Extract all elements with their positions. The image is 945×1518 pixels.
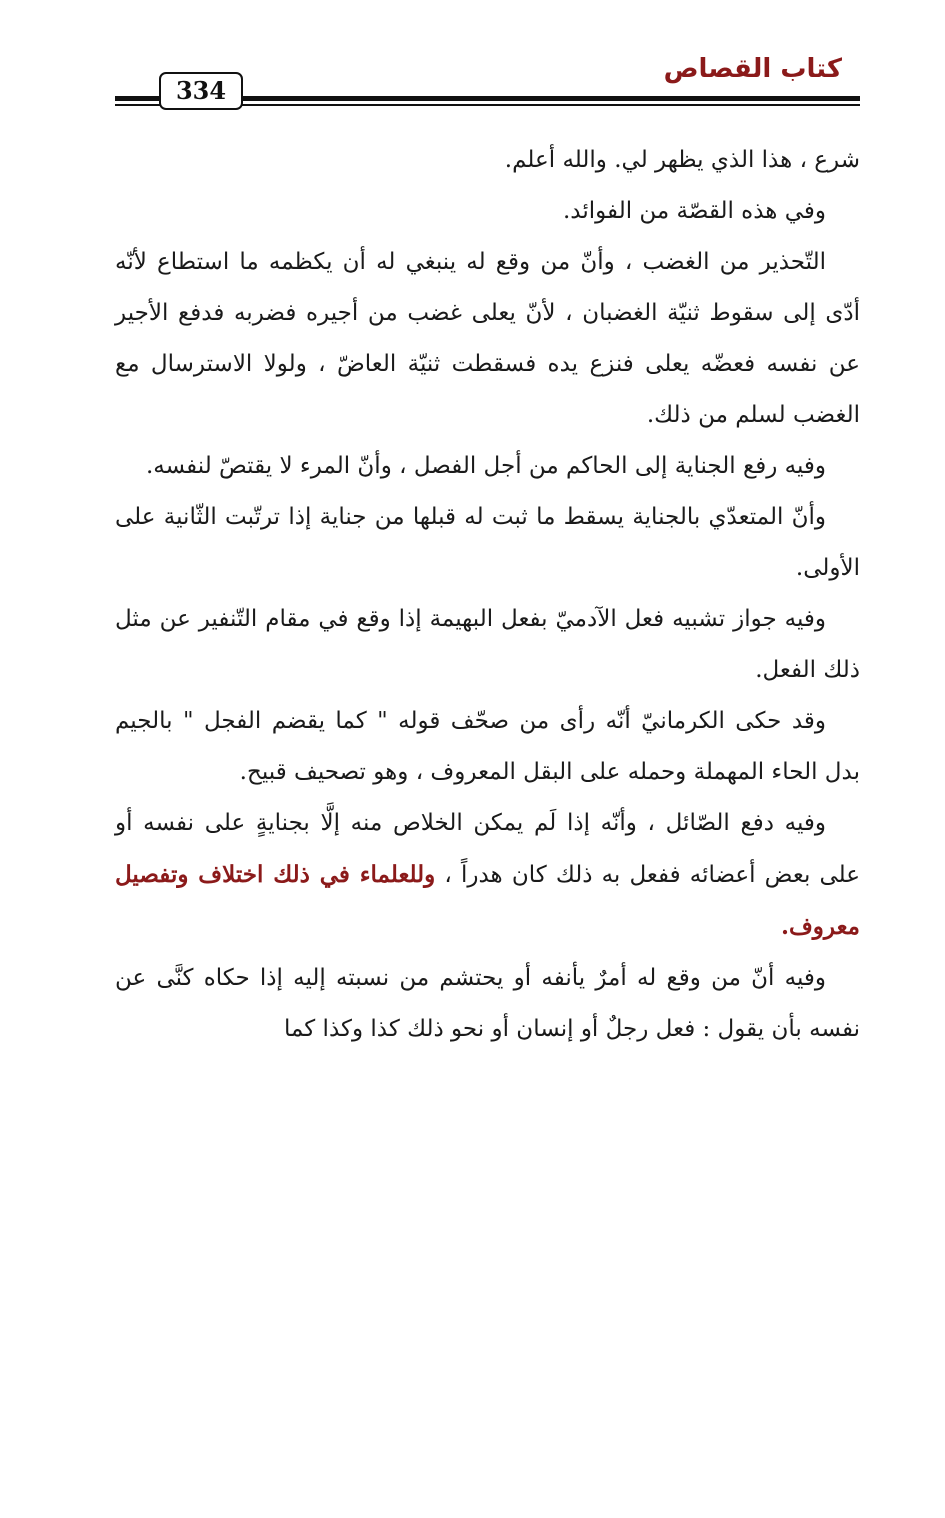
page-body bbox=[115, 135, 860, 1055]
paragraph-6: وفيه جواز تشبيه فعل الآدميّ بفعل البهيمة إذا وقع في مقام التّنفير عن مثل ذلك الفعل. bbox=[115, 606, 860, 683]
page-header bbox=[115, 52, 860, 112]
page-number: 334 bbox=[159, 72, 243, 110]
paragraph-5: وأنّ المتعدّي بالجناية يسقط ما ثبت له قبلها من جناية إذا ترتّبت الثّانية على الأولى. bbox=[115, 504, 860, 581]
paragraph-8-text: وفيه دفع الصّائل ، وأنّه إذا لَم يمكن الخلاص منه إلَّا بجنايةٍ على نفسه أو على بعض أعضائه ففعل به ذلك كان هدراً ، bbox=[115, 810, 861, 888]
book-title: كتاب القصاص bbox=[663, 54, 842, 84]
paragraph-7: وقد حكى الكرمانيّ أنّه رأى من صحّف قوله " كما يقضم الفجل " بالجيم بدل الحاء المهملة وحمله على البقل المعروف ، وهو تصحيف قبيح. bbox=[115, 708, 860, 785]
paragraph-8 bbox=[115, 798, 860, 953]
highlighted-note: وللعلماء في ذلك اختلاف وتفصيل معروف. bbox=[115, 861, 860, 940]
paragraph-1: شرع ، هذا الذي يظهر لي. والله أعلم. bbox=[504, 147, 860, 173]
paragraph-9: وفيه أنّ من وقع له أمرٌ يأنفه أو يحتشم من نسبته إليه إذا حكاه كنَّى عن نفسه بأن يقول : فعل رجلٌ أو إنسان أو نحو ذلك كذا وكذا كما bbox=[115, 965, 860, 1042]
paragraph-4: وفيه رفع الجناية إلى الحاكم من أجل الفصل ، وأنّ المرء لا يقتصّ لنفسه. bbox=[145, 453, 826, 479]
paragraph-2: وفي هذه القصّة من الفوائد. bbox=[563, 198, 826, 224]
paragraph-3: التّحذير من الغضب ، وأنّ من وقع له ينبغي له أن يكظمه ما استطاع لأنّه أدّى إلى سقوط ثنيّة الغضبان ، لأنّ يعلى غضب من أجيره فضربه فدفع الأجير عن نفسه فعضّه يعلى فنزع يده فسقطت ثنيّة العاضّ ، ولولا الاسترسال مع الغضب لسلم من ذلك. bbox=[115, 249, 860, 428]
